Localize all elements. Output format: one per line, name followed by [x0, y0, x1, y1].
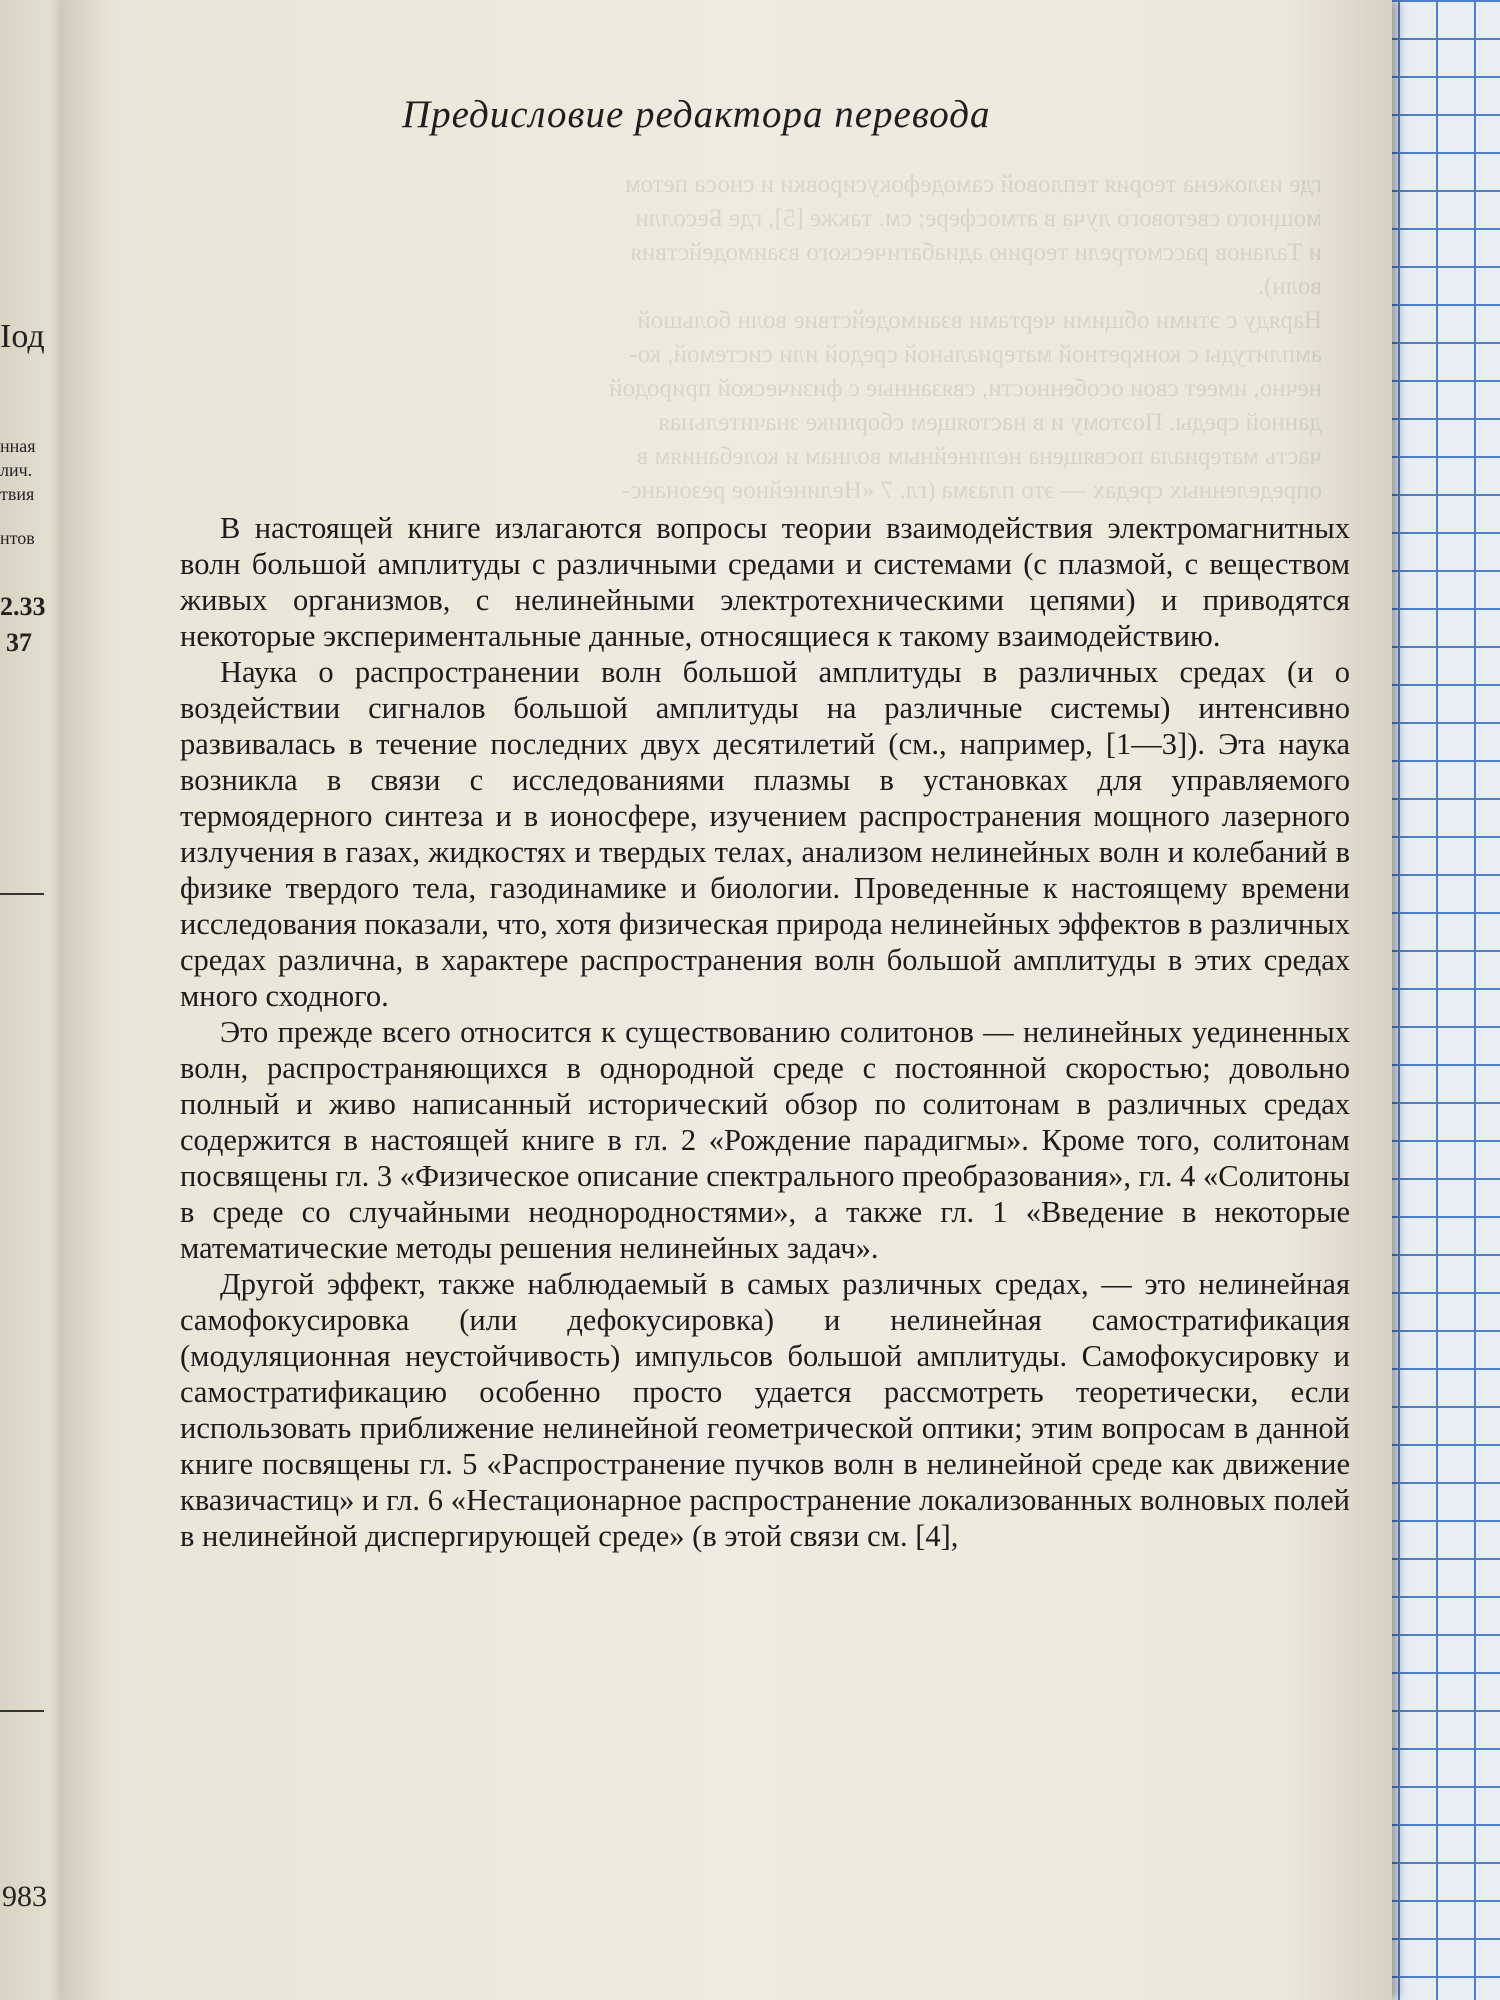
left-page-fragment: 2.33	[0, 592, 46, 621]
paragraph: В настоящей книге излагаются вопросы теории взаимодействия электромагнитных волн большой амплитуды с различными средами и системами (с плазмой, с веществом живых организмов, с нелинейными электротехническими цепями) и приводятся некоторые экспериментальные данные, относящиеся к такому взаимодействию.	[180, 511, 1350, 653]
left-page-rule	[0, 1710, 44, 1712]
left-page-fragment: нная	[0, 436, 36, 456]
left-page-fragment: 37	[6, 628, 32, 657]
left-page-fragment: Іод	[0, 318, 45, 355]
bleed-through-text: где изложена теория тепловой самодефокусировки и сноса петом мощного светового луча в атмосфере; см. также [5], где Бесолли и Таланов рассмотрели теорию адиабатического взаимодействия волн). Наряду с этими общими чертами взаимодействие волн большой амплитуды с конкретной материальной средой или системой, ко- нечно, имеет свои особенности, связанные с физической природой данной среды. Поэтому и в настоящем сборнике значительная часть материала посвящена нелинейным волнам и колебаниям в определенных средах — это плазма (гл. 7 «Нелинейное резонанс-	[609, 171, 1322, 504]
book-page	[62, 0, 1392, 2000]
left-page-fragment: твия	[0, 484, 35, 504]
paragraph: Другой эффект, также наблюдаемый в самых различных средах, — это нелинейная самофокусировка (или дефокусировка) и нелинейная самостратификация (модуляционная неустойчивость) импульсов большой амплитуды. Самофокусировку и самостратификацию особенно просто удается рассмотреть теоретически, если использовать приближение нелинейной геометрической оптики; этим вопросам в данной книге посвящены гл. 5 «Распространение пучков волн в нелинейной среде как движение квазичастиц» и гл. 6 «Нестационарное распространение локализованных волновых полей в нелинейной диспергирующей среде» (в этой связи см. [4],	[180, 1267, 1350, 1553]
left-page-fragment: нтов	[0, 528, 35, 548]
body-text	[180, 510, 1350, 1554]
left-page-fragment: лич.	[0, 460, 33, 480]
left-page-rule	[0, 893, 44, 895]
paragraph: Наука о распространении волн большой амплитуды в различных средах (и о воздействии сигналов большой амплитуды на различные системы) интенсивно развивалась в течение последних двух десятилетий (см., например, [1—3]). Эта наука возникла в связи с исследованиями плазмы в установках для управляемого термоядерного синтеза и в ионосфере, изучением распространения мощного лазерного излучения в газах, жидкостях и твердых телах, анализом нелинейных волн и колебаний в физике твердого тела, газодинамике и биологии. Проведенные к настоящему времени исследования показали, что, хотя физическая природа нелинейных эффектов в различных средах различна, в характере распространения волн большой амплитуды в этих средах много сходного.	[180, 655, 1350, 1013]
left-page-fragment: 983	[2, 1880, 47, 1913]
paragraph: Это прежде всего относится к существованию солитонов — нелинейных уединенных волн, распространяющихся в однородной среде с постоянной скоростью; довольно полный и живо написанный исторический обзор по солитонам в различных средах содержится в настоящей книге в гл. 2 «Рождение парадигмы». Кроме того, солитонам посвящены гл. 3 «Физическое описание спектрального преобразования», гл. 4 «Солитоны в среде со случайными неоднородностями», а также гл. 1 «Введение в некоторые математические методы решения нелинейных задач».	[180, 1015, 1350, 1265]
running-head: Предисловие редактора перевода	[402, 93, 991, 136]
